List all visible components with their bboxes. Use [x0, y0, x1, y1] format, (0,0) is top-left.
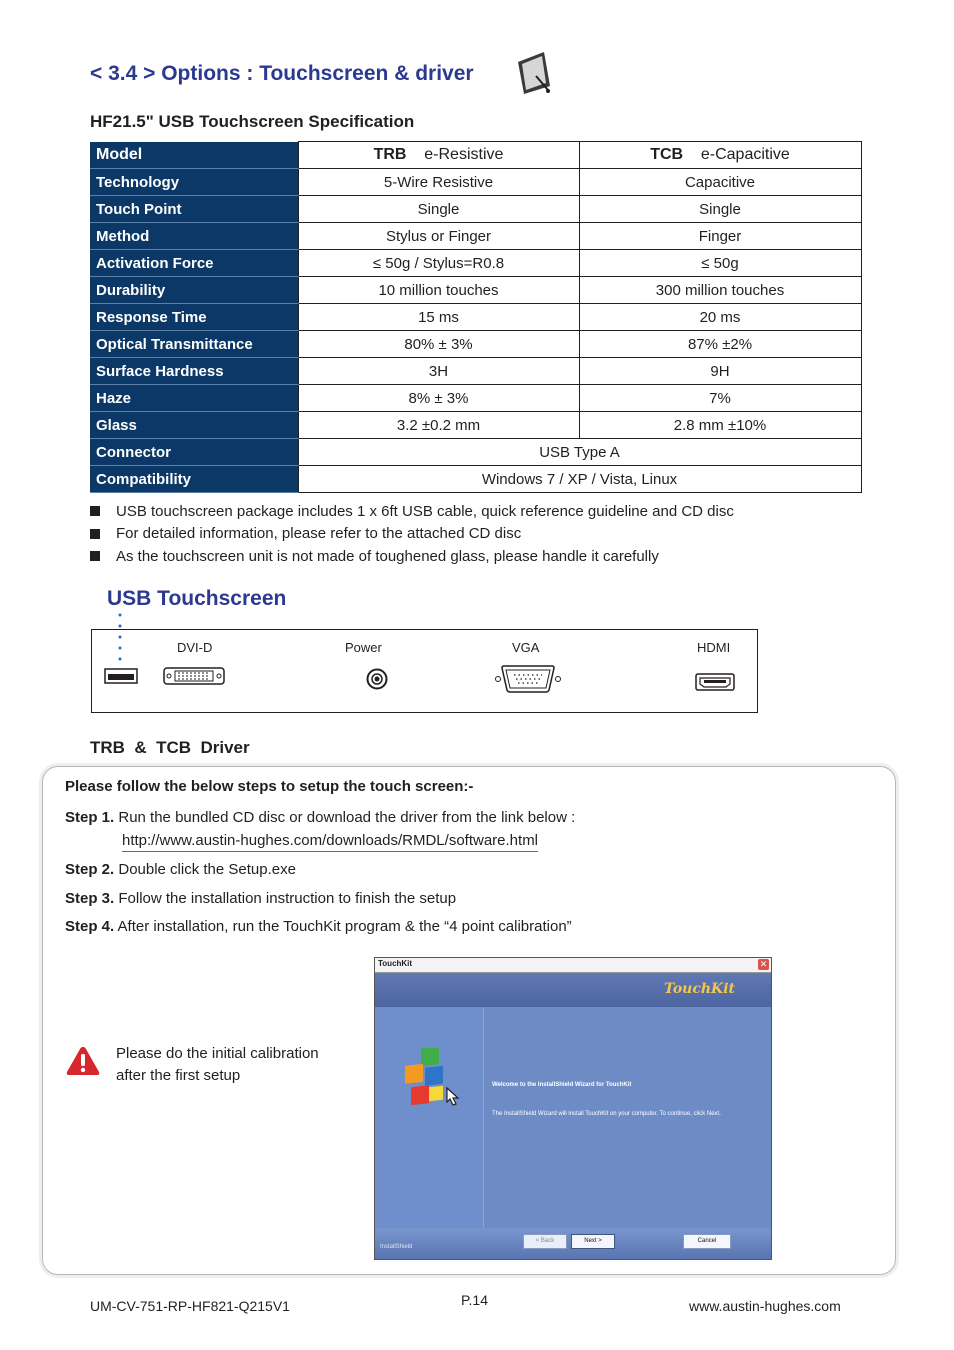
trb-cell: 15 ms — [298, 304, 579, 331]
table-row — [90, 169, 861, 196]
dotted-callout-line — [117, 612, 123, 664]
table-row — [90, 331, 861, 358]
square-bullet-icon — [90, 506, 100, 516]
step-text: Run the bundled CD disc or download the driver from the link below : — [118, 809, 576, 826]
spec-table — [90, 141, 862, 493]
trb-cell: Single — [298, 196, 579, 223]
step-text: Follow the installation instruction to finish the setup — [118, 890, 457, 907]
row-label: Optical Transmittance — [90, 331, 298, 358]
touchkit-logo: TouchKit — [664, 981, 735, 997]
trb-name: e-Resistive — [424, 146, 504, 163]
trb-cell: 80% ± 3% — [298, 331, 579, 358]
row-label: Response Time — [90, 304, 298, 331]
power-label: Power — [345, 640, 382, 655]
dvi-label: DVI-D — [177, 640, 213, 655]
trb-cell: Stylus or Finger — [298, 223, 579, 250]
spec-title: HF21.5" USB Touchscreen Specification — [90, 112, 415, 131]
step-2 — [65, 861, 296, 878]
hdmi-port-icon — [695, 673, 735, 691]
document-id: UM-CV-751-RP-HF821-Q215V1 — [90, 1298, 290, 1314]
step-number: Step 2. — [65, 861, 115, 878]
notes-list — [90, 500, 734, 568]
close-icon[interactable]: ✕ — [759, 959, 768, 969]
row-label: Surface Hardness — [90, 358, 298, 385]
vga-label: VGA — [512, 640, 540, 655]
list-item — [90, 545, 734, 568]
note-text: As the touchscreen unit is not made of toughened glass, please handle it carefully — [116, 547, 659, 565]
warning-line-2: after the first setup — [116, 1067, 241, 1084]
installer-titlebar — [375, 958, 771, 973]
trb-cell: 10 million touches — [298, 277, 579, 304]
trb-cell: 5-Wire Resistive — [298, 169, 579, 196]
note-text: USB touchscreen package includes 1 x 6ft USB cable, quick reference guideline and CD disc — [116, 502, 734, 520]
table-row — [90, 304, 861, 331]
row-label: Compatibility — [90, 466, 298, 493]
table-row — [90, 466, 861, 493]
step-number: Step 1. — [65, 809, 115, 826]
note-text: For detailed information, please refer to the attached CD disc — [116, 525, 522, 543]
list-item — [90, 500, 734, 523]
merged-cell: USB Type A — [298, 439, 861, 466]
trb-cell: 3H — [298, 358, 579, 385]
step-text: Double click the Setup.exe — [118, 861, 296, 878]
tcb-name: e-Capacitive — [700, 146, 790, 163]
installer-banner — [375, 973, 771, 1007]
steps-heading: Please follow the below steps to setup the touch screen:- — [65, 778, 474, 795]
row-label: Connector — [90, 439, 298, 466]
table-row — [90, 439, 861, 466]
installer-footer-bar — [375, 1228, 771, 1259]
row-label: Haze — [90, 385, 298, 412]
tcb-cell: 87% ±2% — [579, 331, 861, 358]
row-label: Durability — [90, 277, 298, 304]
table-row — [90, 250, 861, 277]
installer-body-text: The InstallShield Wizard will install TouchKit on your computer. To continue, click Next. — [492, 1111, 721, 1117]
vga-port-icon — [494, 664, 562, 694]
square-bullet-icon — [90, 551, 100, 561]
installer-window-title: TouchKit — [378, 959, 413, 968]
table-row — [90, 385, 861, 412]
power-jack-icon — [366, 668, 388, 690]
warning-icon — [65, 1045, 101, 1077]
table-row — [90, 196, 861, 223]
step-text: After installation, run the TouchKit program & the “4 point calibration” — [117, 918, 572, 935]
spec-header-tcb — [579, 142, 861, 169]
square-bullet-icon — [90, 529, 100, 539]
section-title: < 3.4 > Options : Touchscreen & driver — [90, 62, 474, 85]
warning-text — [116, 1043, 319, 1087]
list-item — [90, 523, 734, 546]
row-label: Technology — [90, 169, 298, 196]
setup-windows-icon — [403, 1048, 465, 1116]
warning-line-1: Please do the initial calibration — [116, 1045, 319, 1062]
installer-left-pane — [375, 1008, 484, 1228]
driver-section-title: TRB & TCB Driver — [90, 738, 250, 757]
driver-download-link[interactable]: http://www.austin-hughes.com/downloads/RMDL/software.html — [122, 832, 538, 852]
tcb-cell: Finger — [579, 223, 861, 250]
hdmi-label: HDMI — [697, 640, 731, 655]
trb-code: TRB — [373, 146, 407, 163]
website-link[interactable]: www.austin-hughes.com — [689, 1298, 841, 1314]
installshield-label: InstallShield — [380, 1244, 413, 1250]
spec-header-trb — [298, 142, 579, 169]
tcb-cell: ≤ 50g — [579, 250, 861, 277]
table-row — [90, 277, 861, 304]
tcb-cell: Single — [579, 196, 861, 223]
row-label: Glass — [90, 412, 298, 439]
trb-cell: 3.2 ±0.2 mm — [298, 412, 579, 439]
next-button[interactable]: Next > — [571, 1234, 615, 1249]
tcb-cell: 300 million touches — [579, 277, 861, 304]
tcb-cell: Capacitive — [579, 169, 861, 196]
table-row — [90, 223, 861, 250]
trb-cell: ≤ 50g / Stylus=R0.8 — [298, 250, 579, 277]
table-row — [90, 358, 861, 385]
tcb-cell: 9H — [579, 358, 861, 385]
back-button[interactable]: < Back — [523, 1234, 567, 1249]
table-row — [90, 412, 861, 439]
step-1 — [65, 809, 575, 826]
step-number: Step 4. — [65, 918, 115, 935]
row-label: Activation Force — [90, 250, 298, 277]
step-number: Step 3. — [65, 890, 115, 907]
usb-port-icon — [104, 668, 138, 684]
installer-screenshot — [374, 957, 772, 1260]
step-4 — [65, 918, 572, 935]
trb-cell: 8% ± 3% — [298, 385, 579, 412]
tcb-code: TCB — [650, 146, 684, 163]
merged-cell: Windows 7 / XP / Vista, Linux — [298, 466, 861, 493]
page-number: P.14 — [461, 1292, 488, 1308]
row-label: Touch Point — [90, 196, 298, 223]
spec-header-label: Model — [90, 142, 298, 169]
tcb-cell: 20 ms — [579, 304, 861, 331]
dvi-port-icon — [163, 667, 225, 685]
spec-header-row — [90, 142, 861, 169]
tcb-cell: 7% — [579, 385, 861, 412]
installer-welcome-text: Welcome to the InstallShield Wizard for TouchKit — [492, 1082, 632, 1088]
cancel-button[interactable]: Cancel — [683, 1234, 731, 1249]
tcb-cell: 2.8 mm ±10% — [579, 412, 861, 439]
touchscreen-monitor-icon — [514, 50, 556, 96]
usb-section-title: USB Touchscreen — [107, 587, 287, 610]
step-3 — [65, 890, 456, 907]
row-label: Method — [90, 223, 298, 250]
